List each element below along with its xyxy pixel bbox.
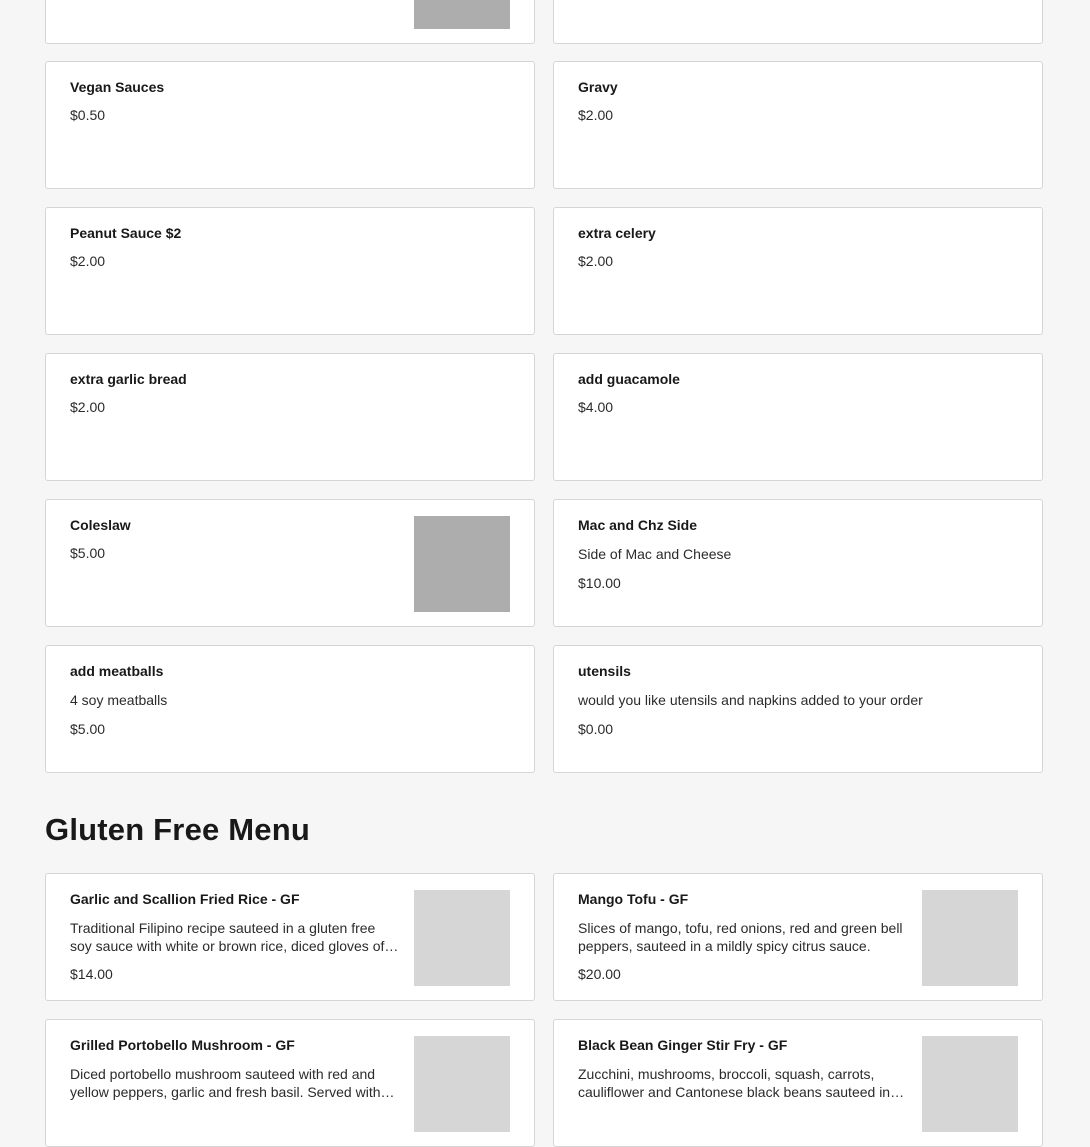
item-image (414, 1036, 510, 1132)
menu-item-card[interactable] (45, 499, 535, 627)
item-name: Coleslaw (70, 517, 131, 533)
item-name: Grilled Portobello Mushroom - GF (70, 1037, 295, 1053)
item-name: Gravy (578, 79, 618, 95)
item-name: add meatballs (70, 663, 164, 679)
menu-item-card[interactable] (553, 499, 1043, 627)
item-description: Slices of mango, tofu, red onions, red and green bell peppers, sauteed in a mildly spicy citrus sauce. (578, 920, 903, 954)
item-description: would you like utensils and napkins added to your order (578, 692, 923, 708)
menu-item-card-partial[interactable] (553, 0, 1043, 44)
item-description: Side of Mac and Cheese (578, 546, 732, 562)
menu-item-card[interactable] (553, 207, 1043, 335)
item-name: Peanut Sauce $2 (70, 225, 182, 241)
menu-item-card[interactable] (45, 873, 535, 1001)
menu-item-card[interactable] (553, 1019, 1043, 1147)
item-price: $0.50 (70, 107, 106, 123)
item-description: Zucchini, mushrooms, broccoli, squash, carrots, cauliflower and Cantonese black beans sauteed in (578, 1066, 891, 1100)
item-name: Mac and Chz Side (578, 517, 698, 533)
item-name: Vegan Sauces (70, 79, 165, 95)
item-price: $2.00 (70, 399, 106, 415)
menu-item-card[interactable] (45, 61, 535, 189)
item-name: extra celery (578, 225, 656, 241)
menu-item-card[interactable] (45, 353, 535, 481)
item-description: 4 soy meatballs (70, 692, 168, 708)
item-name: Mango Tofu - GF (578, 891, 689, 907)
menu-item-card-partial[interactable] (45, 0, 535, 44)
item-description: Traditional Filipino recipe sauteed in a gluten free soy sauce with white or brown rice, diced gloves of (70, 920, 385, 954)
item-name: utensils (578, 663, 631, 679)
item-price: $0.00 (578, 721, 614, 737)
menu-item-card[interactable] (553, 61, 1043, 189)
menu-item-card[interactable] (553, 873, 1043, 1001)
item-price: $4.00 (578, 399, 614, 415)
item-description: Diced portobello mushroom sauteed with red and yellow peppers, garlic and fresh basil. Served with (70, 1066, 381, 1100)
item-price: $10.00 (578, 575, 621, 591)
item-price: $2.00 (70, 253, 106, 269)
item-image (922, 890, 1018, 986)
item-price: $2.00 (578, 107, 614, 123)
item-name: Garlic and Scallion Fried Rice - GF (70, 891, 300, 907)
menu-item-card[interactable] (553, 645, 1043, 773)
item-price: $5.00 (70, 721, 106, 737)
section-title: Gluten Free Menu (45, 812, 311, 847)
item-name: extra garlic bread (70, 371, 187, 387)
menu-item-card[interactable] (45, 1019, 535, 1147)
item-name: Black Bean Ginger Stir Fry - GF (578, 1037, 788, 1053)
item-price: $20.00 (578, 966, 621, 982)
menu-item-card[interactable] (45, 207, 535, 335)
item-price: $14.00 (70, 966, 113, 982)
item-price: $2.00 (578, 253, 614, 269)
item-name: add guacamole (578, 371, 680, 387)
item-image (414, 890, 510, 986)
menu-item-card[interactable] (553, 353, 1043, 481)
item-image (414, 516, 510, 612)
item-image (922, 1036, 1018, 1132)
item-price: $5.00 (70, 545, 106, 561)
menu-item-card[interactable] (45, 645, 535, 773)
item-image (414, 0, 510, 29)
